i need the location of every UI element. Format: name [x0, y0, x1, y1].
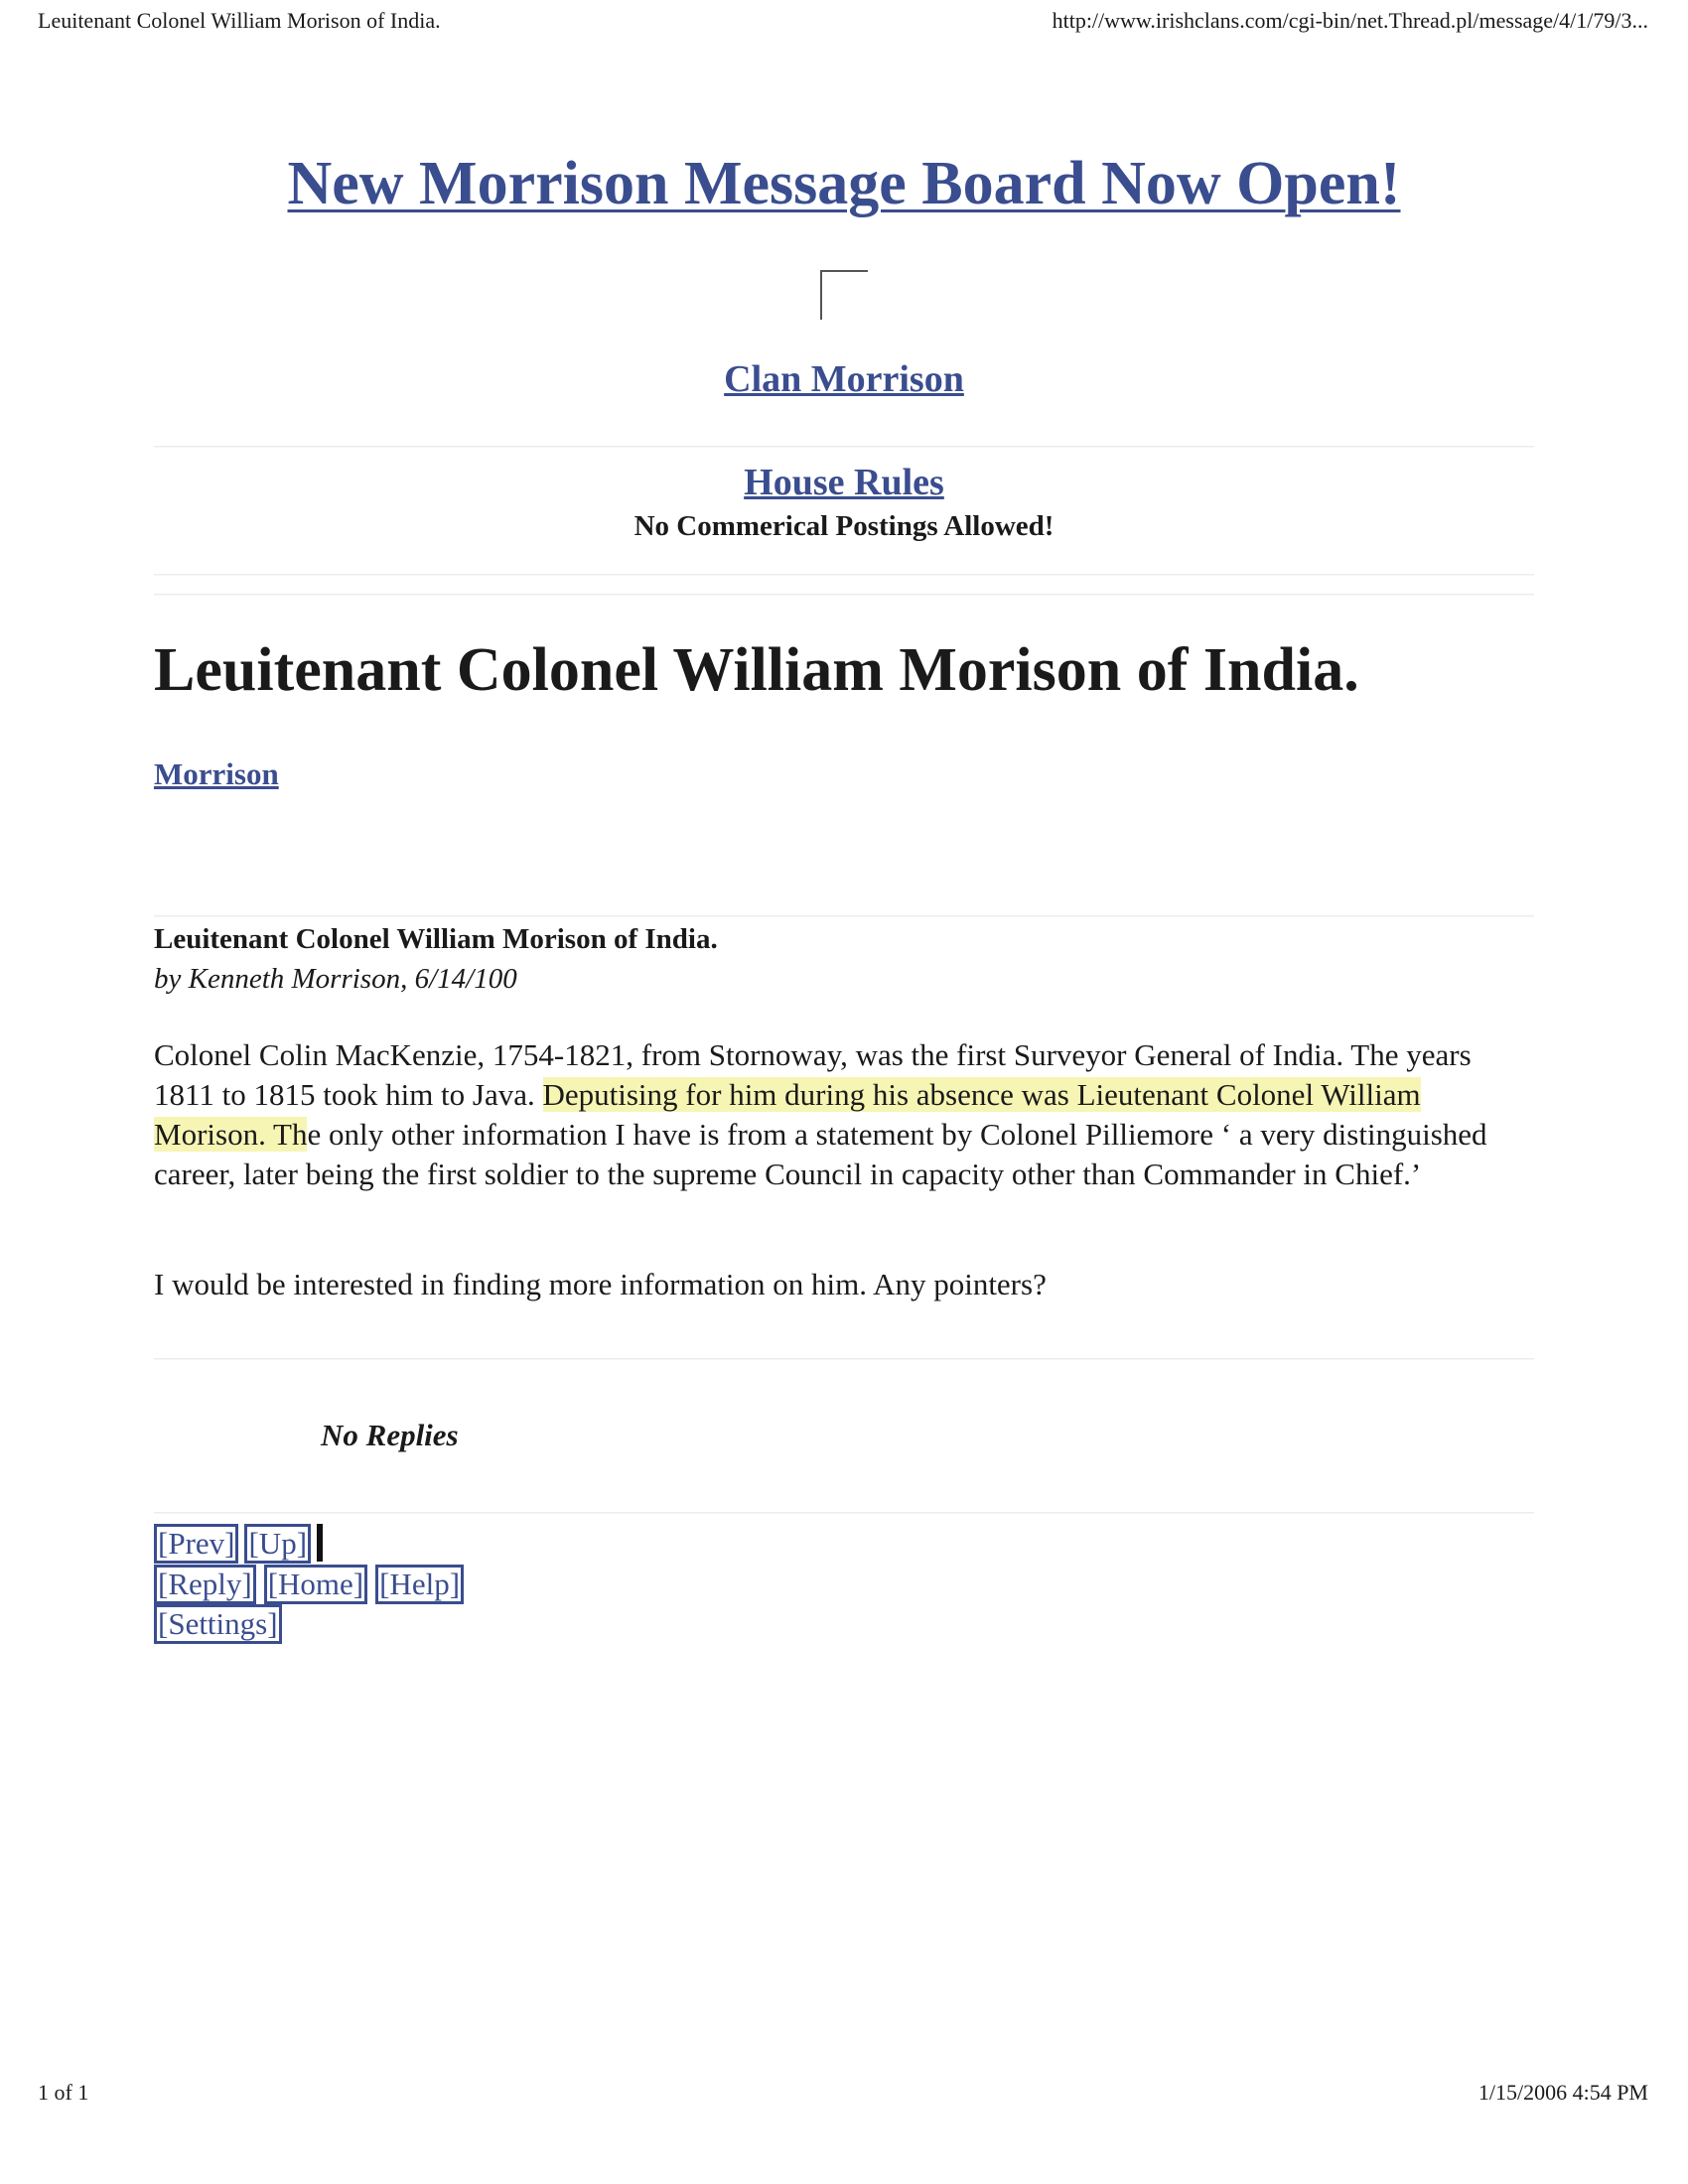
divider: [154, 1358, 1534, 1360]
nav-row-2: [154, 1565, 464, 1604]
morrison-board-link[interactable]: Morrison: [154, 756, 279, 791]
nav-row-1: [154, 1524, 323, 1564]
print-footer-datetime: 1/15/2006 4:54 PM: [1477, 2080, 1648, 2105]
message-question: I would be interested in finding more information on him. Any pointers?: [154, 1267, 1047, 1301]
divider: [154, 1512, 1534, 1514]
message-board-banner: [0, 149, 1688, 219]
divider: [154, 915, 1534, 917]
page-title: Leuitenant Colonel William Morison of India.: [154, 636, 1359, 704]
clan-section: [0, 357, 1688, 401]
settings-button[interactable]: [Settings]: [154, 1604, 282, 1644]
no-replies-label: No Replies: [321, 1418, 459, 1452]
help-button[interactable]: [Help]: [375, 1565, 464, 1604]
print-header-title: Leuitenant Colonel William Morison of India.: [38, 8, 441, 33]
reply-button[interactable]: [Reply]: [154, 1565, 256, 1604]
house-rules-link[interactable]: House Rules: [744, 462, 944, 503]
message-body: [154, 1035, 1539, 1194]
message-body-part1: Colonel Colin MacKenzie, 1754-1821, from Stornoway, was the first Surveyor General of India. The years 1811 to 1815 took him to Java.: [154, 1037, 1472, 1112]
divider: [154, 446, 1534, 448]
broken-image-icon: [820, 270, 868, 320]
message-byline: by Kenneth Morrison, 6/14/100: [154, 963, 517, 995]
house-rules-section: [0, 461, 1688, 504]
house-rules-note: No Commerical Postings Allowed!: [633, 510, 1055, 542]
divider: [154, 574, 1534, 576]
print-footer-page: 1 of 1: [38, 2080, 89, 2105]
prev-button[interactable]: [Prev]: [154, 1524, 238, 1564]
board-section: [154, 756, 279, 792]
message-body-highlight: Deputising for him during his absence was Lieutenant Colonel William Morison. Th: [154, 1077, 1421, 1152]
print-header-url: http://www.irishclans.com/cgi-bin/net.Thread.pl/message/4/1/79/3...: [1052, 8, 1648, 33]
divider: [154, 594, 1534, 596]
nav-row-3: [154, 1604, 282, 1644]
clan-morrison-link[interactable]: Clan Morrison: [724, 358, 964, 400]
message-body-part2: e only other information I have is from a statement by Colonel Pilliemore ‘ a very distinguished career, later being the first soldier to the supreme Council in capacity other than Commander in Chief.’: [154, 1117, 1487, 1191]
new-board-link[interactable]: New Morrison Message Board Now Open!: [287, 150, 1401, 217]
text-cursor: [317, 1524, 323, 1562]
up-button[interactable]: [Up]: [244, 1524, 311, 1564]
home-button[interactable]: [Home]: [264, 1565, 367, 1604]
message-subject: Leuitenant Colonel William Morison of India.: [154, 923, 718, 955]
